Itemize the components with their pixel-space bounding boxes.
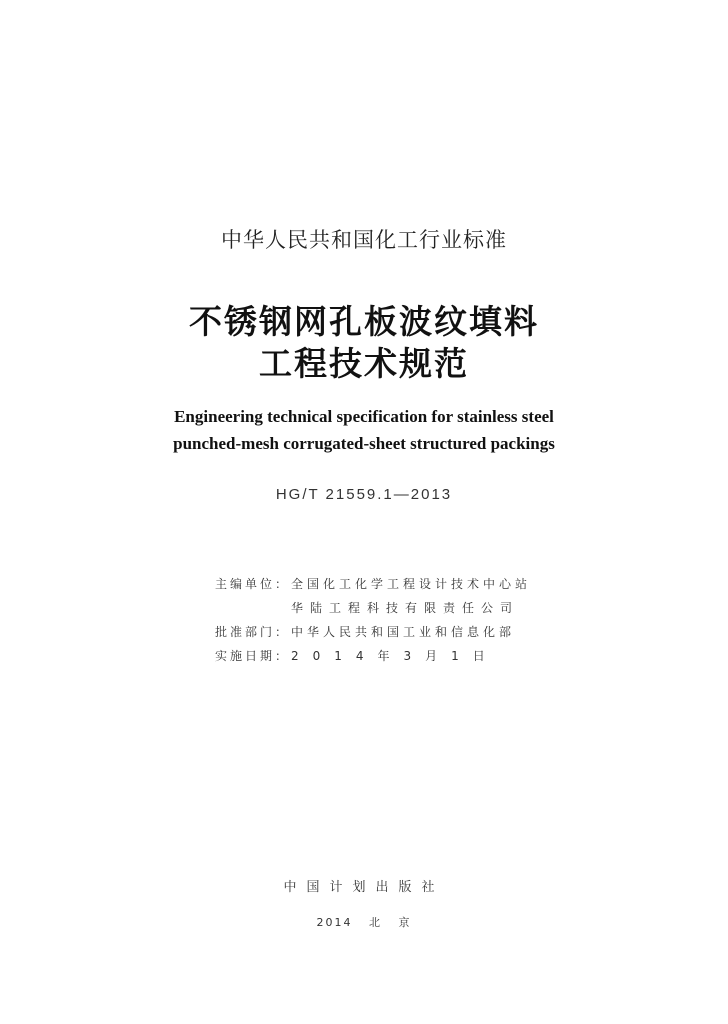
english-title-line-2: punched-mesh corrugated-sheet structured packings: [173, 434, 555, 453]
editor-label: 主编单位：: [215, 576, 291, 591]
effective-date-label: 实施日期：: [215, 648, 291, 663]
info-block: [215, 571, 531, 667]
approver-row: [215, 619, 531, 643]
title-line-2: 工程技术规范: [259, 344, 469, 383]
editor-value: 全国化工化学工程设计技术中心站: [291, 576, 532, 591]
english-title-line-1: Engineering technical specification for stainless steel: [174, 407, 554, 426]
publisher-name: 中国计划出版社: [283, 880, 445, 895]
co-editor-row: [215, 595, 531, 619]
standard-number: HG/T 21559.1—2013: [275, 486, 453, 503]
effective-date-row: [215, 643, 531, 667]
title-line-1: 不锈钢网孔板波纹填料: [189, 302, 539, 341]
co-editor-value: 华陆工程科技有限责任公司: [291, 600, 520, 615]
approver-value: 中华人民共和国工业和信息化部: [291, 624, 516, 639]
publication-year-place: 2014 北 京: [316, 916, 412, 929]
approver-label: 批准部门：: [215, 624, 291, 639]
editor-row: [215, 571, 531, 595]
effective-date-value: 2014年3月1日: [291, 648, 499, 663]
standard-category: 中华人民共和国化工行业标准: [221, 228, 507, 252]
